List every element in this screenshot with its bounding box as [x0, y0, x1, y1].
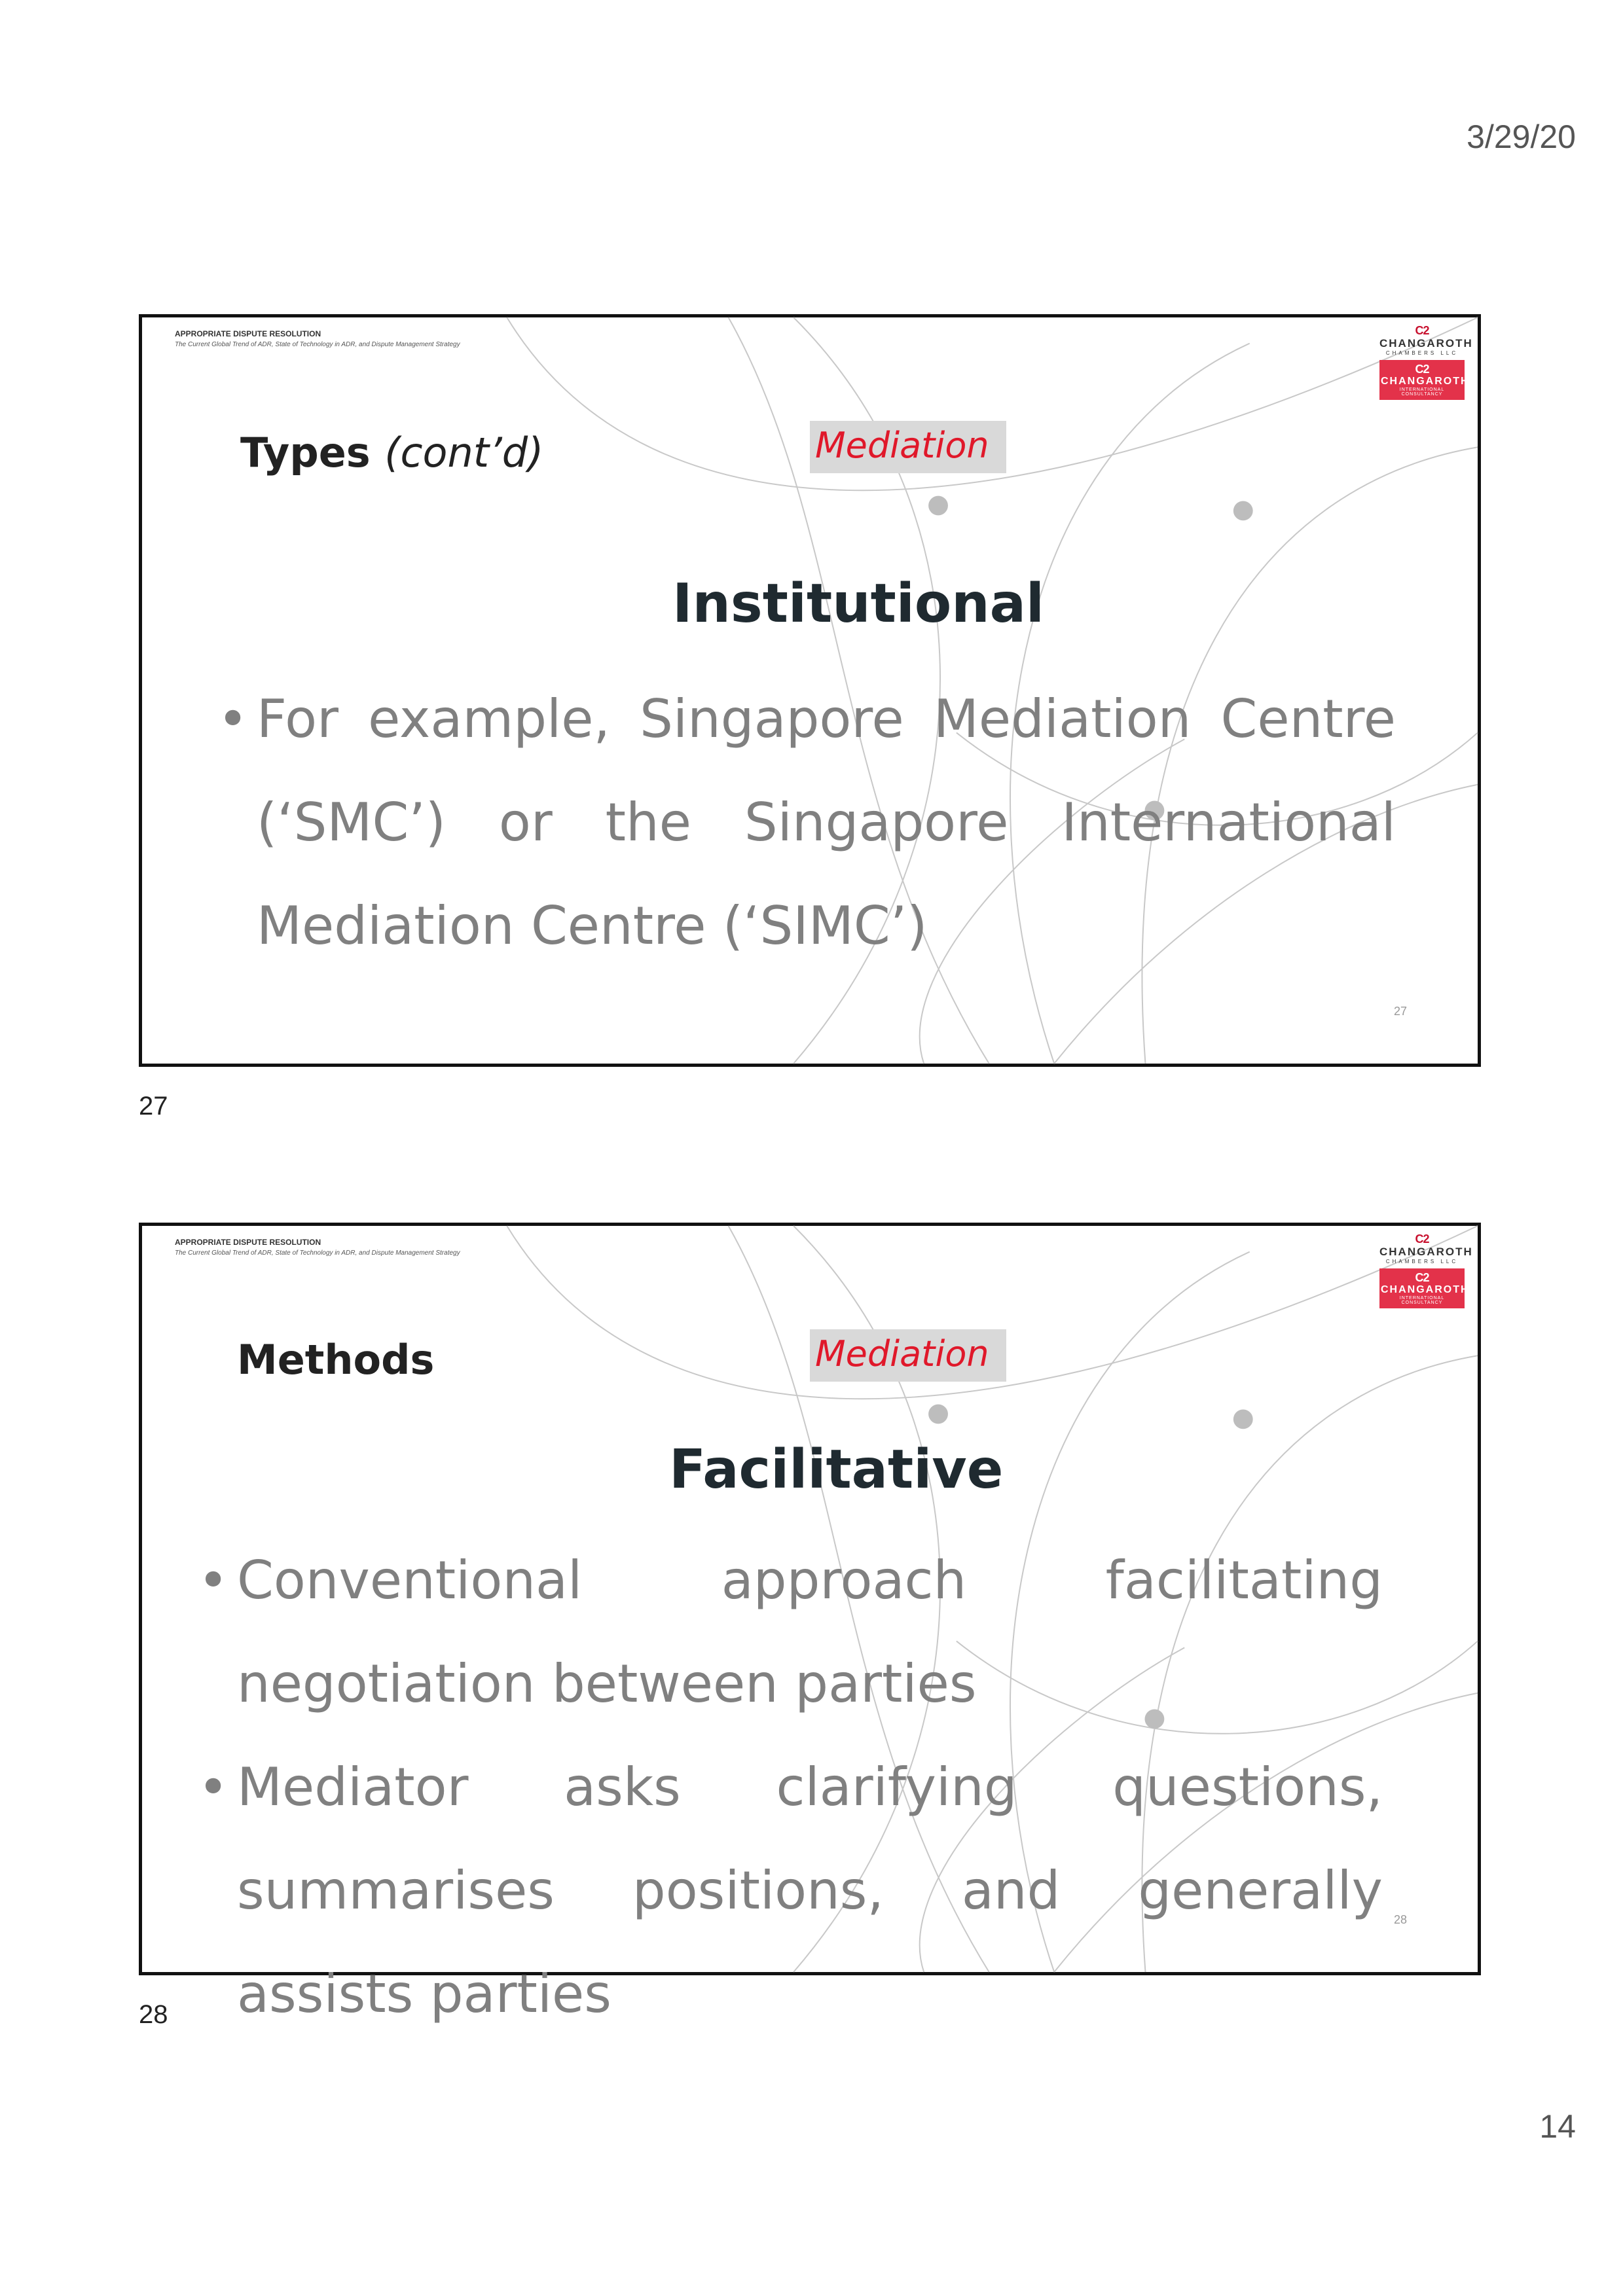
logo-name-red: CHANGAROTH — [1381, 376, 1470, 387]
section-suffix: (cont’d) — [384, 429, 544, 476]
section-title — [240, 429, 543, 476]
logo-mark: C2 — [1415, 324, 1429, 337]
section-name: Methods — [237, 1336, 435, 1384]
section-title — [237, 1336, 434, 1384]
logo-name-red: CHANGAROTH — [1381, 1284, 1470, 1295]
bullet-list — [217, 668, 1396, 978]
logo-mark-red: C2 — [1415, 363, 1429, 376]
logo-red-box — [1379, 360, 1470, 400]
slide-label-28: 28 — [139, 2000, 168, 2029]
page-number: 14 — [1539, 2108, 1576, 2145]
bullet-item: • Mediator asks clarifying questions, summarises positions, and generally assists parties — [198, 1757, 1383, 2024]
logo-mark-red: C2 — [1415, 1271, 1429, 1284]
logo-consultancy: INTERNATIONAL CONSULTANCY — [1399, 1296, 1445, 1305]
logo-consultancy: INTERNATIONAL CONSULTANCY — [1399, 387, 1445, 397]
slide-27 — [139, 314, 1481, 1067]
logo-chambers: CHAMBERS LLC — [1385, 1259, 1459, 1265]
logo-chambers: CHAMBERS LLC — [1385, 350, 1459, 356]
header-title: APPROPRIATE DISPUTE RESOLUTION — [175, 1238, 321, 1247]
slide-inner-number: 28 — [1393, 1913, 1407, 1926]
bullet-text: For example, Singapore Mediation Centre (‘SMC’) or the Singapore International Mediation Centre (‘SIMC’) — [257, 689, 1396, 956]
slide-28 — [139, 1223, 1481, 2024]
page-date: 3/29/20 — [1467, 118, 1576, 155]
bullet-item: • For example, Singapore Mediation Centre (‘SMC’) or the Singapore International Mediation Centre (‘SIMC’) — [217, 689, 1396, 956]
slide-heading: Facilitative — [669, 1439, 1004, 1501]
header-subtitle: The Current Global Trend of ADR, State of Technology in ADR, and Dispute Management Strategy — [175, 1249, 460, 1257]
header-title: APPROPRIATE DISPUTE RESOLUTION — [175, 329, 321, 338]
bullet-text: Conventional approach facilitating negotiation between parties — [237, 1550, 1383, 1714]
logo-name: CHANGAROTH — [1379, 1246, 1473, 1258]
slide-label-27: 27 — [139, 1092, 168, 1121]
mediation-tag: Mediation — [810, 1329, 1006, 1382]
bullet-text: Mediator asks clarifying questions, summarises positions, and generally assists parties — [237, 1757, 1383, 2024]
slide-heading: Institutional — [672, 573, 1045, 635]
logo-red-box — [1379, 1268, 1470, 1308]
section-name: Types — [240, 429, 371, 476]
changaroth-logo — [1379, 324, 1473, 400]
changaroth-logo — [1379, 1232, 1473, 1308]
header-subtitle: The Current Global Trend of ADR, State of Technology in ADR, and Dispute Management Strategy — [175, 341, 460, 348]
bullet-item: • Conventional approach facilitating negotiation between parties — [198, 1550, 1383, 1714]
bullet-list — [198, 1529, 1383, 2046]
logo-name: CHANGAROTH — [1379, 337, 1473, 350]
logo-mark: C2 — [1415, 1232, 1429, 1246]
mediation-tag: Mediation — [810, 421, 1006, 473]
slide-inner-number: 27 — [1393, 1005, 1407, 1018]
